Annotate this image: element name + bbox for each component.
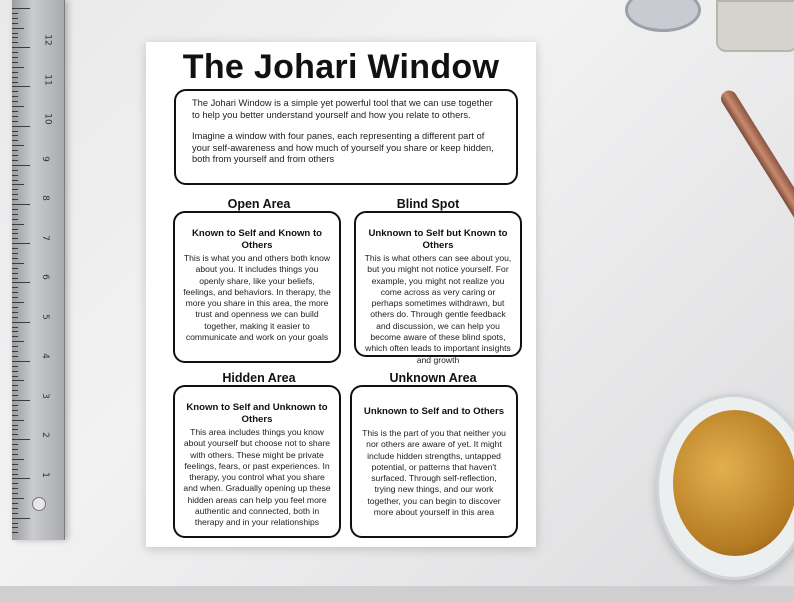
ruler-tick — [12, 111, 18, 112]
pane-title-hidden-area: Hidden Area — [222, 371, 296, 385]
ruler-tick — [12, 72, 18, 73]
ruler-tick — [12, 400, 30, 401]
ruler-tick — [12, 297, 18, 298]
ruler-tick — [12, 184, 24, 185]
ruler-tick — [12, 140, 18, 141]
ruler-tick — [12, 42, 18, 43]
ruler-tick — [12, 483, 18, 484]
ruler-tick — [12, 204, 30, 205]
ruler-tick — [12, 28, 24, 29]
ruler-tick — [12, 439, 30, 440]
ruler-tick — [12, 346, 18, 347]
ruler-tick — [12, 189, 18, 190]
pane-body: This area includes things you know about yourself but choose not to share with others. These might be private feelings, fears, or past experiences. In therapy, you control what you share and when. Gradually opening up these hidden areas can help you feel more authentic and connected, both in therapy and in your relationships — [183, 427, 331, 528]
ruler-tick — [12, 356, 18, 357]
pane-body: This is what others can see about you, but you might not notice yourself. For example, you might not realize you come across as very caring or perhaps sometimes withdrawn, but others do. Through gentle feedback and discussion, we can help you become aware of these blind spots, which often leads to important insights and growth — [364, 253, 512, 365]
ruler-tick — [12, 238, 18, 239]
ruler-tick — [12, 312, 18, 313]
ruler-tick — [12, 459, 24, 460]
ruler-number: 2 — [39, 432, 50, 438]
ruler-tick — [12, 180, 18, 181]
ruler-tick — [12, 135, 18, 136]
ruler-tick — [12, 47, 30, 48]
ruler-tick — [12, 366, 18, 367]
ruler-tick — [12, 361, 30, 362]
ruler-tick — [12, 150, 18, 151]
ruler-tick — [12, 18, 18, 19]
ruler-tick — [12, 23, 18, 24]
ruler-tick — [12, 278, 18, 279]
intro-paragraph: Imagine a window with four panes, each representing a different part of your self-awareness and how much of yourself you share or keep hidden, both from yourself and from others — [192, 131, 494, 165]
ruler-tick — [12, 282, 30, 283]
ruler-tick — [12, 214, 18, 215]
ruler-number: 5 — [39, 313, 50, 320]
ruler-hole — [32, 497, 46, 511]
ruler-number: 6 — [39, 274, 50, 280]
ruler-tick — [12, 121, 18, 122]
coffee — [673, 410, 794, 556]
ruler-tick — [12, 434, 18, 435]
ruler-tick — [12, 464, 18, 465]
ruler-tick — [12, 263, 24, 264]
ruler-tick — [12, 415, 18, 416]
pane-body: This is what you and others both know about you. It includes things you openly share, like your beliefs, feelings, and behaviors. In therapy, the more you share in this area, the more trust and openness we can build together, making it easier to communicate and work on your goals — [183, 253, 331, 343]
ruler-tick — [12, 390, 18, 391]
ruler-tick — [12, 82, 18, 83]
ruler-tick — [12, 243, 30, 244]
pane-subheading: Unknown to Self and to Others — [363, 406, 505, 417]
ruler-number: 8 — [39, 195, 50, 201]
ruler-tick — [12, 518, 30, 519]
ruler-tick — [12, 493, 18, 494]
ruler-tick — [12, 336, 18, 337]
ruler-tick — [12, 57, 18, 58]
pane-title-unknown-area: Unknown Area — [389, 371, 477, 385]
ruler-number: 9 — [39, 155, 50, 162]
table-edge — [0, 586, 794, 602]
ruler-number: 1 — [39, 471, 50, 478]
ruler-tick — [12, 175, 18, 176]
ruler-tick — [12, 33, 18, 34]
ruler-tick — [12, 513, 18, 514]
ruler-tick — [12, 248, 18, 249]
ruler-tick — [12, 101, 18, 102]
ruler-tick — [12, 160, 18, 161]
pane-subheading: Known to Self and Known to Others — [191, 228, 323, 251]
ruler-tick — [12, 385, 18, 386]
ruler-number: 10 — [42, 113, 53, 125]
ruler-tick — [12, 410, 18, 411]
pane-title-blind-spot: Blind Spot — [396, 197, 460, 211]
ruler-number: 4 — [39, 353, 50, 359]
ruler-tick — [12, 86, 30, 87]
ruler-tick — [12, 91, 18, 92]
ruler-tick — [12, 219, 18, 220]
ruler-tick — [12, 268, 18, 269]
ruler-tick — [12, 258, 18, 259]
ruler-tick — [12, 488, 18, 489]
ruler-tick — [12, 253, 18, 254]
pane-subheading: Unknown to Self but Known to Others — [368, 228, 508, 251]
ruler-tick — [12, 478, 30, 479]
ruler-number: 12 — [42, 34, 53, 46]
ruler-tick — [12, 327, 18, 328]
pane-hidden-area — [173, 385, 341, 538]
ruler-tick — [12, 474, 18, 475]
ruler-tick — [12, 52, 18, 53]
ruler-tick — [12, 498, 24, 499]
ruler-tick — [12, 199, 18, 200]
ruler-tick — [12, 302, 24, 303]
ruler-tick — [12, 155, 18, 156]
ruler-tick — [12, 67, 24, 68]
pane-subheading: Known to Self and Unknown to Others — [186, 402, 328, 425]
ruler-tick — [12, 322, 30, 323]
ruler-tick — [12, 131, 18, 132]
ruler-tick — [12, 425, 18, 426]
pane-open-area — [173, 211, 341, 363]
ruler-tick — [12, 165, 30, 166]
ruler-tick — [12, 8, 30, 9]
intro-box — [174, 89, 518, 185]
pane-body: This is the part of you that neither you nor others are aware of yet. It might include hidden strengths, untapped potential, or patterns that haven't surfaced. Through self-reflection, trying new things, and our work together, you can begin to discover more about yourself in this area — [362, 428, 506, 518]
ruler-tick — [12, 194, 18, 195]
ruler-tick — [12, 77, 18, 78]
ruler-tick — [12, 420, 24, 421]
ruler-tick — [12, 395, 18, 396]
worksheet-page — [146, 42, 536, 547]
ruler-tick — [12, 523, 18, 524]
ruler-tick — [12, 145, 24, 146]
ruler — [12, 0, 65, 540]
ruler-tick — [12, 62, 18, 63]
ruler-tick — [12, 527, 18, 528]
ruler-tick — [12, 454, 18, 455]
pen — [718, 88, 794, 270]
ruler-number: 3 — [39, 392, 50, 399]
ruler-tick — [12, 429, 18, 430]
ruler-tick — [12, 376, 18, 377]
ruler-tick — [12, 37, 18, 38]
ruler-tick — [12, 292, 18, 293]
ruler-tick — [12, 405, 18, 406]
pane-unknown-area — [350, 385, 518, 538]
intro-paragraph: The Johari Window is a simple yet powerful tool that we can use together to help you better understand yourself and how you relate to others. — [192, 98, 493, 120]
ruler-tick — [12, 13, 18, 14]
ruler-tick — [12, 273, 18, 274]
ruler-tick — [12, 341, 24, 342]
ruler-tick — [12, 126, 30, 127]
ruler-tick — [12, 503, 18, 504]
ruler-tick — [12, 469, 18, 470]
ruler-number: 11 — [42, 73, 53, 86]
ruler-tick — [12, 317, 18, 318]
ruler-tick — [12, 106, 24, 107]
ruler-tick — [12, 233, 18, 234]
ruler-tick — [12, 508, 18, 509]
ruler-tick — [12, 229, 18, 230]
ruler-tick — [12, 444, 18, 445]
ruler-tick — [12, 224, 24, 225]
pane-title-open-area: Open Area — [227, 197, 291, 211]
coffee-bean-jar — [716, 0, 794, 52]
pane-blind-spot — [354, 211, 522, 365]
ruler-tick — [12, 351, 18, 352]
ruler-tick — [12, 380, 24, 381]
ruler-tick — [12, 209, 18, 210]
ruler-tick — [12, 532, 18, 533]
ruler-tick — [12, 449, 18, 450]
jar-lid — [625, 0, 701, 32]
ruler-number: 7 — [39, 234, 50, 241]
ruler-tick — [12, 287, 18, 288]
ruler-tick — [12, 170, 18, 171]
page-title: The Johari Window — [182, 48, 500, 86]
ruler-tick — [12, 307, 18, 308]
ruler-tick — [12, 371, 18, 372]
ruler-tick — [12, 331, 18, 332]
ruler-tick — [12, 96, 18, 97]
ruler-tick — [12, 116, 18, 117]
